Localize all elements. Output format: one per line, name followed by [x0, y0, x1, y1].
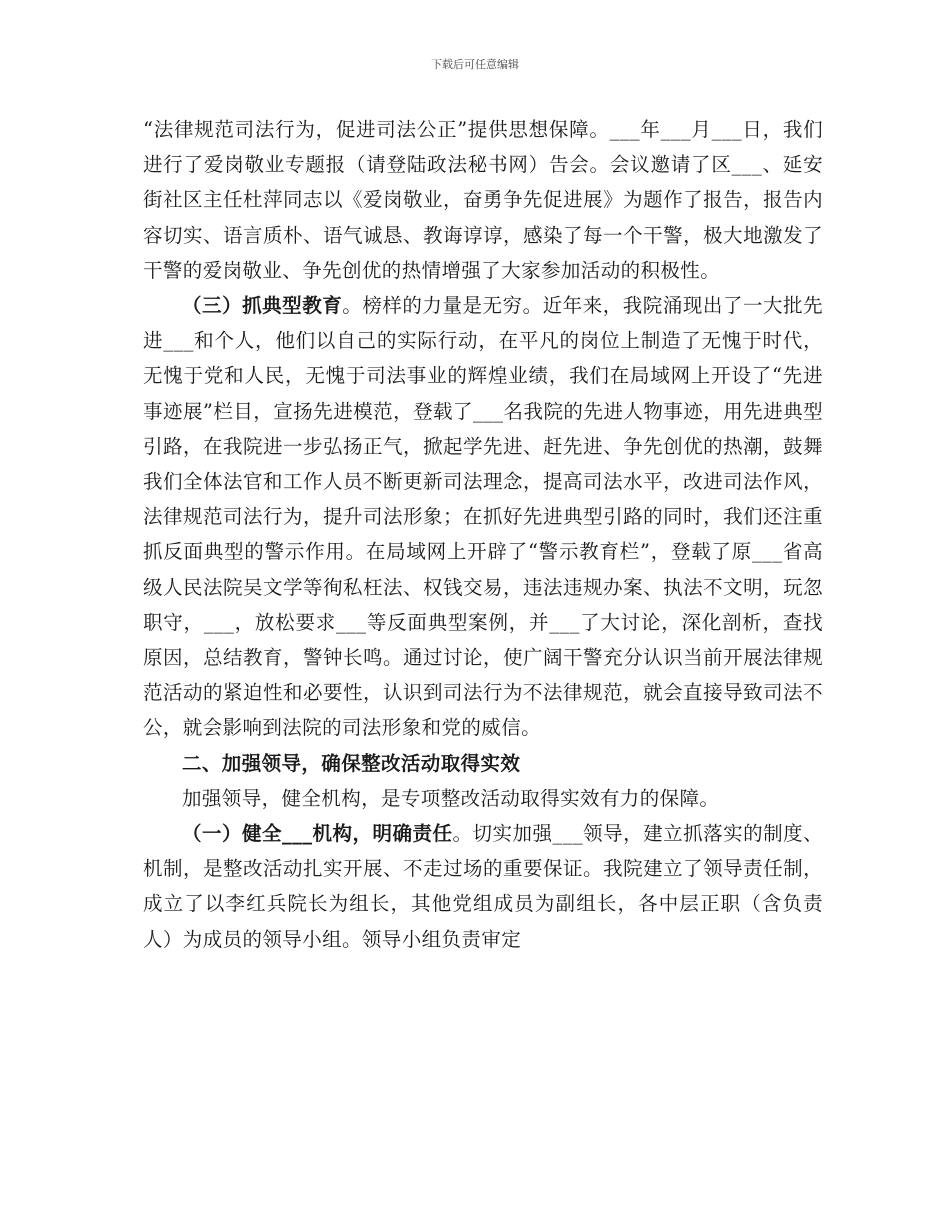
paragraph-3: 加强领导，健全机构，是专项整改活动取得实效有力的保障。: [182, 786, 720, 810]
paragraph-2-lead: （三）抓典型教育: [182, 294, 343, 318]
document-body: [143, 112, 823, 957]
paragraph-4-text: 。切实加强___领导，建立抓落实的制度、机制，是整改活动扎实开展、不走过场的重要保证。我院建立了领导责任制，成立了以李红兵院长为组长，其他党组成员为副组长，各中层正职（含负责人）为成员的领导小组。领导小组负责审定: [143, 822, 823, 951]
section-heading-2: 二、加强领导，确保整改活动取得实效: [182, 751, 521, 775]
paragraph-4-lead: （一）健全___机构，明确责任: [182, 822, 453, 846]
paragraph-2: [143, 288, 823, 746]
paragraph-2-text: 。榜样的力量是无穷。近年来，我院涌现出了一大批先进___和个人，他们以自己的实际行动，在平凡的岗位上制造了无愧于时代，无愧于党和人民，无愧于司法事业的辉煌业绩，我们在局域网上开设了“先进事迹展”栏目，宣扬先进模范，登载了___名我院的先进人物事迹，用先进典型引路，在我院进一步弘扬正气，掀起学先进、赶先进、争先创优的热潮，鼓舞我们全体法官和工作人员不断更新司法理念，提高司法水平，改进司法作风，法律规范司法行为，提升司法形象；在抓好先进典型引路的同时，我们还注重抓反面典型的警示作用。在局域网上开辟了“警示教育栏”，登载了原___省高级人民法院吴文学等徇私枉法、权钱交易，违法违规办案、执法不文明，玩忽职守，___，放松要求___等反面典型案例，并___了大讨论，深化剖析，查找原因，总结教育，警钟长鸣。通过讨论，使广阔干警充分认识当前开展法律规范活动的紧迫性和必要性，认识到司法行为不法律规范，就会直接导致司法不公，就会影响到法院的司法形象和党的威信。: [143, 294, 823, 740]
paragraph-4: [143, 816, 823, 957]
paragraph-1: “法律规范司法行为，促进司法公正”提供思想保障。___年___月___日，我们进行了爱岗敬业专题报（请登陆政法秘书网）告会。会议邀请了区___、延安街社区主任杜萍同志以《爱岗敬业，奋勇争先促进展》为题作了报告，报告内容切实、语言质朴、语气诚恳、教诲谆谆，感染了每一个干警，极大地激发了干警的爱岗敬业、争先创优的热情增强了大家参加活动的积极性。: [143, 118, 823, 282]
page-header: 下载后可任意编辑: [431, 58, 519, 71]
